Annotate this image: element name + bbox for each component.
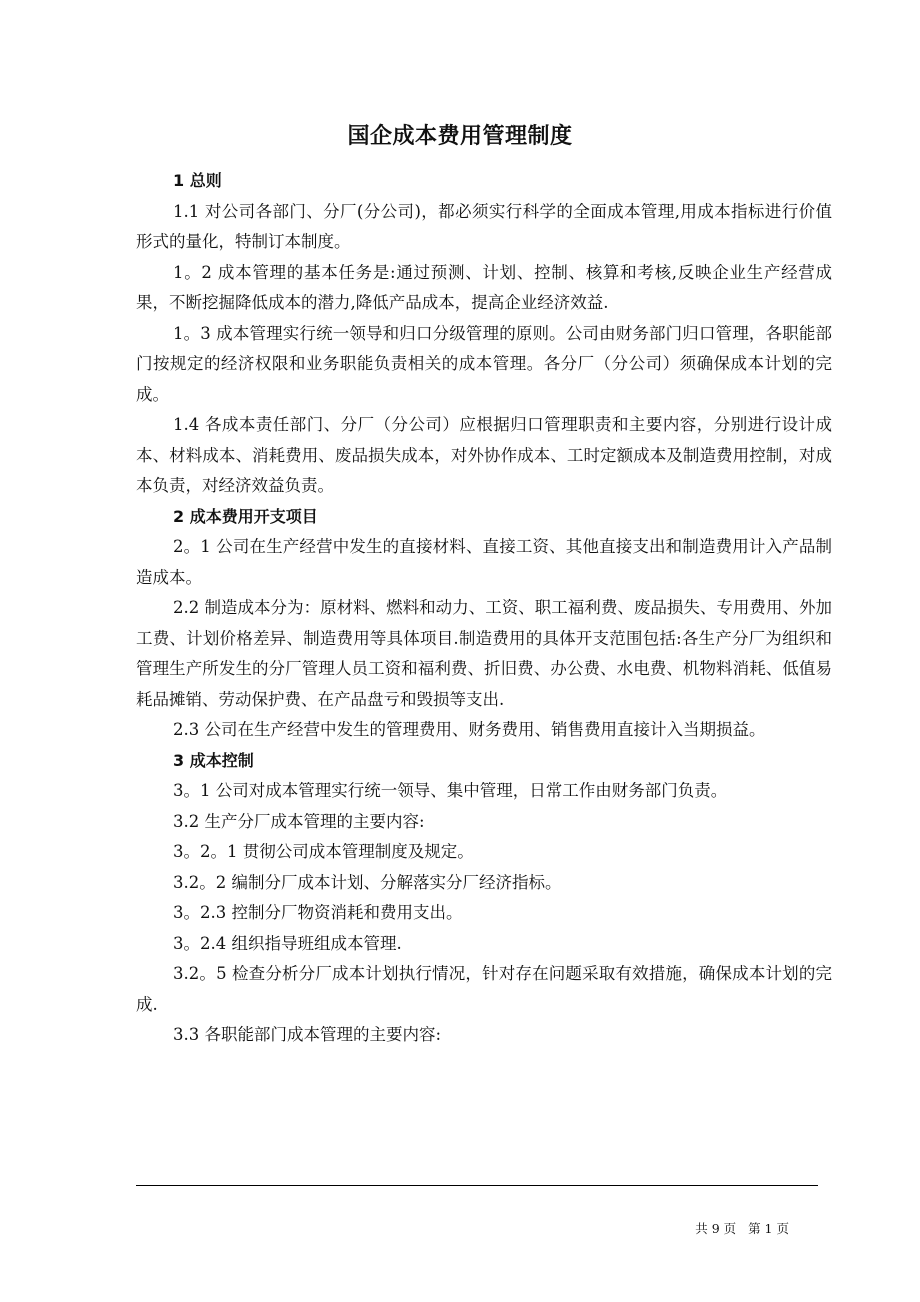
paragraph-3-2-1: 3。2。1 贯彻公司成本管理制度及规定。 xyxy=(173,842,474,861)
paragraph-3-1: 3。1 公司对成本管理实行统一领导、集中管理，日常工作由财务部门负责。 xyxy=(173,781,728,800)
paragraph-1-3: 1。3 成本管理实行统一领导和归口分级管理的原则。公司由财务部门归口管理，各职能部门按规定的经济权限和业务职能负责相关的成本管理。各分厂（分公司）须确保成本计划的完成。 xyxy=(136,323,832,404)
paragraph-1-2: 1。2 成本管理的基本任务是:通过预测、计划、控制、核算和考核,反映企业生产经营成果，不断挖掘降低成本的潜力,降低产品成本，提高企业经济效益. xyxy=(136,262,832,312)
document-title: 国企成本费用管理制度 xyxy=(347,124,573,149)
paragraph-1-1: 1.1 对公司各部门、分厂(分公司)，都必须实行科学的全面成本管理,用成本指标进行价值形式的量化，特制订本制度。 xyxy=(136,201,832,251)
paragraph-2-1: 2。1 公司在生产经营中发生的直接材料、直接工资、其他直接支出和制造费用计入产品制造成本。 xyxy=(136,537,832,587)
paragraph-3-2: 3.2 生产分厂成本管理的主要内容: xyxy=(173,811,425,831)
footer-divider xyxy=(136,1185,818,1186)
section-heading-3: 3 成本控制 xyxy=(173,750,254,770)
paragraph-3-2-5: 3.2。5 检查分析分厂成本计划执行情况，针对存在问题采取有效措施，确保成本计划的完成. xyxy=(136,964,832,1014)
paragraph-1-4: 1.4 各成本责任部门、分厂（分公司）应根据归口管理职责和主要内容，分别进行设计成本、材料成本、消耗费用、废品损失成本，对外协作成本、工时定额成本及制造费用控制，对成本负责，对经济效益负责。 xyxy=(136,415,832,495)
document-body xyxy=(136,166,832,1051)
page-number-footer: 共 9 页 第 1 页 xyxy=(695,1221,789,1236)
paragraph-2-3: 2.3 公司在生产经营中发生的管理费用、财务费用、销售费用直接计入当期损益。 xyxy=(173,720,766,739)
paragraph-3-2-2: 3.2。2 编制分厂成本计划、分解落实分厂经济指标。 xyxy=(173,872,562,892)
paragraph-3-2-4: 3。2.4 组织指导班组成本管理. xyxy=(173,933,402,953)
section-heading-2: 2 成本费用开支项目 xyxy=(173,506,318,526)
paragraph-3-2-3: 3。2.3 控制分厂物资消耗和费用支出。 xyxy=(173,903,463,922)
section-heading-1: 1 总则 xyxy=(173,171,222,190)
paragraph-3-3: 3.3 各职能部门成本管理的主要内容: xyxy=(173,1025,442,1044)
paragraph-2-2: 2.2 制造成本分为：原材料、燃料和动力、工资、职工福利费、废品损失、专用费用、外加工费、计划价格差异、制造费用等具体项目.制造费用的具体开支范围包括:各生产分厂为组织和管理生产所发生的分厂管理人员工资和福利费、折旧费、办公费、水电费、机物料消耗、低值易耗品摊销、劳动保护费、在产品盘亏和毁损等支出. xyxy=(136,598,832,709)
